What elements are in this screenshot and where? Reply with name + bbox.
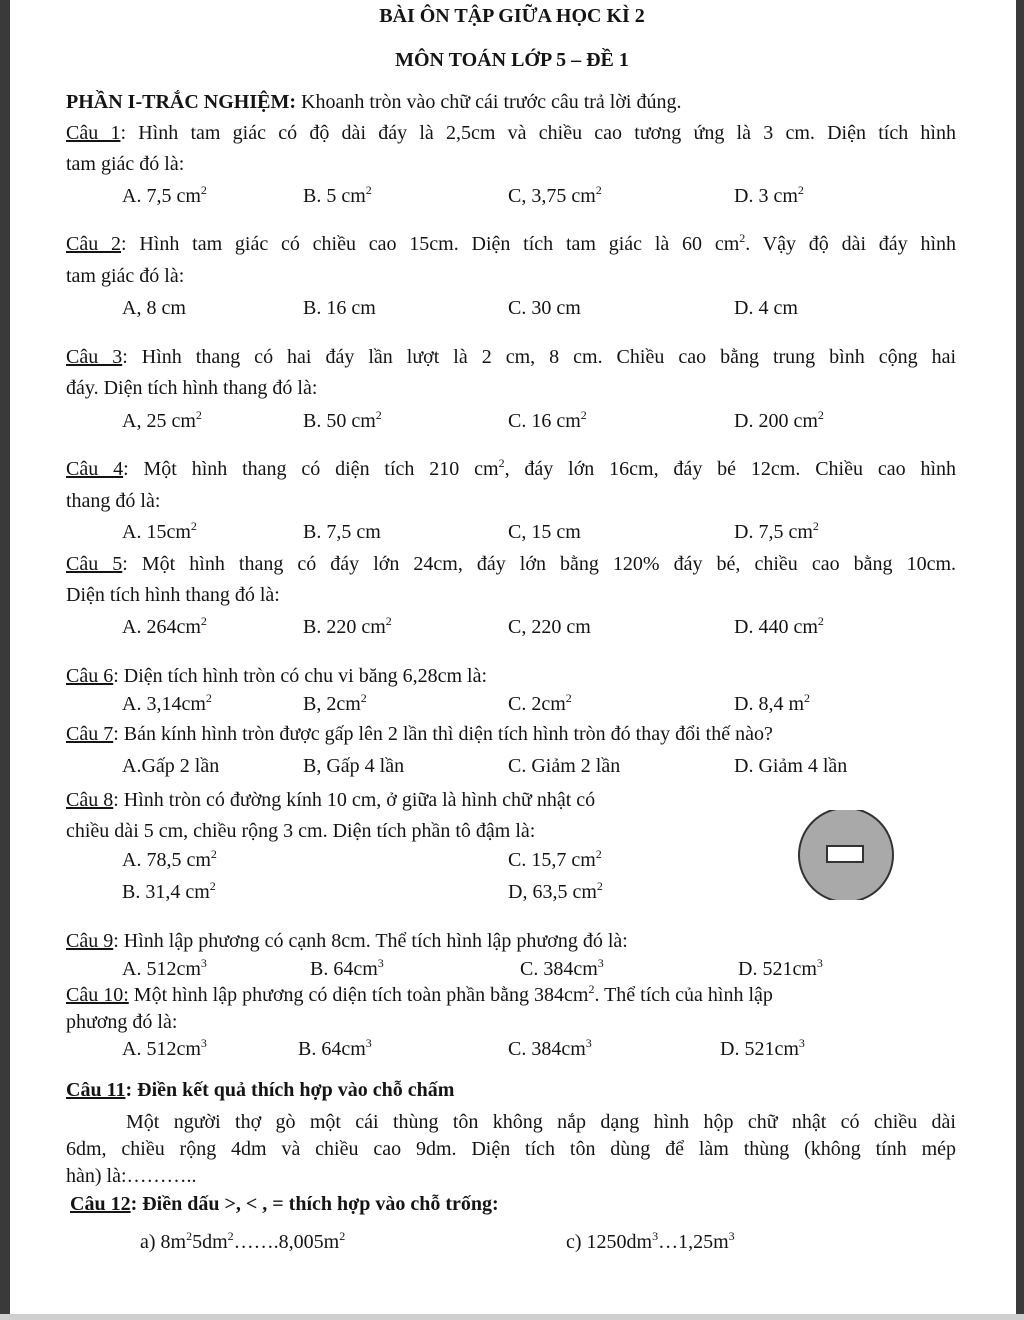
q3-line1: Câu 3: Hình thang có hai đáy lần lượt là 2 cm, 8 cm. Chiều cao bằng trung bình cộng hai [66, 346, 956, 368]
q9-option-a: A. $512cm^3$ [122, 956, 207, 980]
q6-label: Câu 6 [66, 665, 114, 687]
right-border [1016, 0, 1024, 1320]
q2-label: Câu 2 [66, 233, 122, 255]
q9-option-b: B. $64cm^3$ [310, 956, 384, 980]
q6-option-c: C. $2cm^2$ [508, 691, 572, 715]
q10-option-d: D. $521cm^3$ [720, 1036, 805, 1060]
q10-label: Câu 10: [66, 984, 129, 1006]
q12-item-a: a) $8m^25dm^2\dots\dots.8,005m^2$ [140, 1229, 346, 1253]
q4-option-c: C, 15 cm [508, 521, 581, 543]
q2-line1: Câu 2: Hình tam giác có chiều cao 15cm. Diện tích tam giác là 60 $cm^2$. Vậy độ dài đáy hình [66, 231, 957, 255]
q8-option-c: C. 15,7 $cm^2$ [508, 847, 602, 871]
q10-option-b: B. $64cm^3$ [298, 1036, 372, 1060]
q6-option-d: D. 8,4 $m^2$ [734, 691, 810, 715]
page-subtitle: MÔN TOÁN LỚP 5 – ĐỀ 1 [395, 49, 629, 71]
q2-option-d: D. 4 cm [734, 297, 798, 319]
q7-option-b: B, Gấp 4 lần [303, 755, 405, 777]
page-title: BÀI ÔN TẬP GIỮA HỌC KÌ 2 [379, 5, 645, 27]
bottom-border [0, 1314, 1024, 1320]
q4-line1: Câu 4: Một hình thang có diện tích 210 $cm^2$, đáy lớn 16cm, đáy bé 12cm. Chiều cao hình [66, 456, 956, 480]
part1-line [66, 90, 682, 114]
q9-label: Câu 9 [66, 930, 114, 952]
q8-option-b: B. 31,4 $cm^2$ [122, 879, 216, 903]
q8-option-a: A. 78,5 $cm^2$ [122, 847, 217, 871]
part1-heading: PHẦN I-TRẮC NGHIỆM: [66, 91, 296, 113]
q4-option-b: B. 7,5 cm [303, 521, 381, 543]
q9-option-d: D. $521cm^3$ [738, 956, 823, 980]
q11-title: Câu 11: Điền kết quả thích hợp vào chỗ chấm [66, 1079, 455, 1101]
q2-option-b: B. 16 cm [303, 297, 376, 319]
q4-line2: thang đó là: [66, 490, 161, 512]
q6-option-b: B, $2cm^2$ [303, 691, 367, 715]
q11-line1: Một người thợ gò một cái thùng tôn không nắp dạng hình hộp chữ nhật có chiều dài [126, 1111, 956, 1133]
q8-line2: chiều dài 5 cm, chiều rộng 3 cm. Diện tích phần tô đậm là: [66, 820, 536, 842]
q5-option-c: C, 220 cm [508, 616, 591, 638]
q5-option-a: A. $264cm^2$ [122, 614, 207, 638]
q10-option-c: C. $384cm^3$ [508, 1036, 592, 1060]
q6-option-a: A. $3,14cm^2$ [122, 691, 212, 715]
q11-line2: 6dm, chiều rộng 4dm và chiều cao 9dm. Diện tích tôn dùng để làm thùng (không tính mép [66, 1138, 956, 1160]
q3-line2: đáy. Diện tích hình thang đó là: [66, 377, 318, 399]
q10-option-a: A. $512cm^3$ [122, 1036, 207, 1060]
q1-line1: Câu 1: Hình tam giác có độ dài đáy là 2,5cm và chiều cao tương ứng là 3 cm. Diện tích hình [66, 122, 956, 144]
q9-line1: Câu 9: Hình lập phương có cạnh 8cm. Thể tích hình lập phương đó là: [66, 930, 628, 952]
q9-option-c: C. $384cm^3$ [520, 956, 604, 980]
left-border [0, 0, 10, 1320]
q6-line1: Câu 6: Diện tích hình tròn có chu vi băng 6,28cm là: [66, 665, 488, 687]
q10-line2: phương đó là: [66, 1011, 178, 1033]
q12-label: Câu 12 [70, 1193, 131, 1215]
q7-line1: Câu 7: Bán kính hình tròn được gấp lên 2 lần thì diện tích hình tròn đó thay đổi thế nào? [66, 723, 773, 745]
q7-label: Câu 7 [66, 723, 114, 745]
q5-label: Câu 5 [66, 553, 123, 575]
q1-option-c: C, 3,75 $cm^2$ [508, 183, 602, 207]
q3-option-d: D. 200 $cm^2$ [734, 408, 824, 432]
q5-line1: Câu 5: Một hình thang có đáy lớn 24cm, đáy lớn bằng 120% đáy bé, chiều cao bằng 10cm. [66, 553, 957, 575]
q5-option-b: B. 220 $cm^2$ [303, 614, 392, 638]
q3-label: Câu 3 [66, 346, 123, 368]
q7-option-c: C. Giảm 2 lần [508, 755, 621, 777]
q3-option-c: C. 16 $cm^2$ [508, 408, 587, 432]
q7-option-d: D. Giảm 4 lần [734, 755, 848, 777]
q12-title: Câu 12: Điền dấu >, < , = thích hợp vào chỗ trống: [70, 1193, 499, 1215]
q10-line1: Câu 10: Một hình lập phương có diện tích toàn phần bằng $384cm^2$. Thể tích của hình lập [66, 982, 773, 1006]
inner-rectangle [827, 846, 863, 862]
q5-option-d: D. 440 $cm^2$ [734, 614, 824, 638]
q3-option-b: B. 50 $cm^2$ [303, 408, 382, 432]
q4-label: Câu 4 [66, 458, 124, 480]
q3-option-a: A, 25 $cm^2$ [122, 408, 202, 432]
q1-option-a: A. 7,5 $cm^2$ [122, 183, 207, 207]
q8-label: Câu 8 [66, 789, 114, 811]
q11-line3: hàn) là:……….. [66, 1165, 197, 1187]
q2-option-a: A, 8 cm [122, 297, 186, 319]
q4-option-d: D. 7,5 $cm^2$ [734, 519, 819, 543]
q1-line2: tam giác đó là: [66, 153, 185, 175]
q7-option-a: A.Gấp 2 lần [122, 755, 220, 777]
q1-option-b: B. 5 $cm^2$ [303, 183, 372, 207]
part1-instruction: Khoanh tròn vào chữ cái trước câu trả lời đúng. [296, 91, 682, 113]
q11-label: Câu 11 [66, 1079, 126, 1101]
q2-line2: tam giác đó là: [66, 265, 185, 287]
q8-line1: Câu 8: Hình tròn có đường kính 10 cm, ở giữa là hình chữ nhật có [66, 789, 596, 811]
q1-option-d: D. 3 $cm^2$ [734, 183, 804, 207]
q8-option-d: D, 63,5 $cm^2$ [508, 879, 603, 903]
q4-option-a: A. $15cm^2$ [122, 519, 197, 543]
q1-label: Câu 1 [66, 122, 121, 144]
q12-item-c: c) $1250dm^3\dots 1,25m^3$ [566, 1229, 735, 1253]
q2-option-c: C. 30 cm [508, 297, 581, 319]
q8-circle-figure [796, 810, 896, 900]
q5-line2: Diện tích hình thang đó là: [66, 584, 280, 606]
